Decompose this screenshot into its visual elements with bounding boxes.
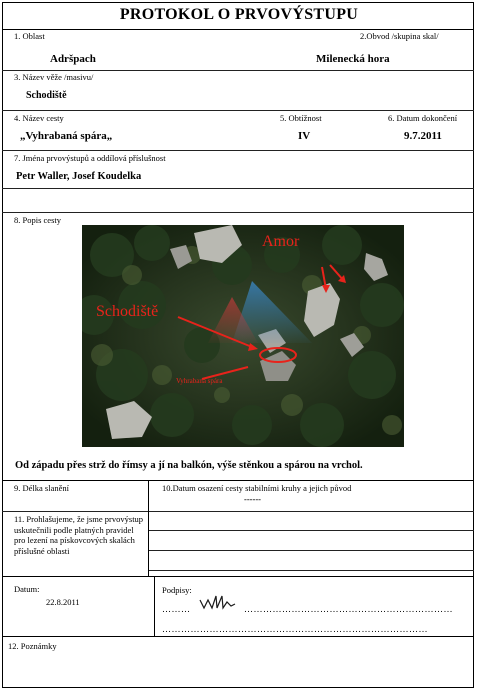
datum-dokonceni-label: 6. Datum dokončení (388, 113, 458, 123)
vez-label: 3. Název věže /masivu/ (14, 72, 94, 82)
signature-line-1: ……… (162, 604, 191, 614)
divider (2, 212, 474, 213)
route-photo (82, 225, 404, 447)
divider (154, 576, 155, 636)
popis-label: 8. Popis cesty (14, 215, 61, 225)
oblast-label: 1. Oblast (14, 31, 45, 41)
osazeni-value: ------ (244, 494, 261, 504)
divider (2, 150, 474, 151)
osazeni-label: 10.Datum osazení cesty stabilními kruhy a jejich původ (162, 483, 352, 493)
divider (148, 550, 474, 551)
prohlaseni-label: 11. Prohlašujeme, že jsme prvovýstup uskutečnili podle platných pravidel pro lezení na pískovcových skalách příslušné oblasti (14, 514, 144, 556)
datum-value: 22.8.2011 (46, 597, 80, 607)
signature-line-2: ………………………………………………………… (244, 604, 453, 614)
obtiznost-value: IV (298, 130, 311, 142)
signature-image (198, 592, 238, 612)
datum-label: Datum: (14, 584, 40, 594)
divider (148, 530, 474, 531)
obvod-label: 2.Obvod /skupina skal/ (360, 31, 439, 41)
oblast-value: Adršpach (50, 53, 96, 65)
photo-label-schodiste: Schodiště (96, 303, 159, 320)
divider (2, 110, 474, 111)
datum-dokonceni-value: 9.7.2011 (404, 130, 442, 142)
obtiznost-label: 5. Obtížnost (280, 113, 322, 123)
divider (2, 576, 474, 577)
route-photo-image (82, 225, 404, 447)
signature-line-3: ………………………………………………………………………… (162, 624, 428, 634)
divider (2, 511, 474, 512)
vez-value: Schodiště (26, 90, 67, 101)
divider (2, 188, 474, 189)
poznamky-label: 12. Poznámky (8, 641, 57, 651)
popis-text: Od západu přes strž do římsy a jí na balkón, výše stěnkou a spárou na vrchol. (15, 460, 363, 471)
photo-label-amor: Amor (262, 233, 300, 250)
slaneni-label: 9. Délka slanění (14, 483, 69, 493)
divider (148, 480, 149, 576)
jmena-value: Petr Waller, Josef Koudelka (16, 171, 142, 182)
obvod-value: Milenecká hora (316, 53, 390, 65)
podpisy-label: Podpisy: (162, 585, 192, 595)
divider (2, 480, 474, 481)
divider (2, 70, 474, 71)
divider (2, 29, 474, 30)
divider (2, 636, 474, 637)
photo-label-route: Vyhrabaná spára (176, 377, 223, 385)
divider (148, 570, 474, 571)
jmena-label: 7. Jména prvovýstupů a oddílová příslušnost (14, 153, 166, 163)
cesta-label: 4. Název cesty (14, 113, 64, 123)
cesta-value: „Vyhrabaná spára„ (20, 130, 113, 142)
page-title: PROTOKOL O PRVOVÝSTUPU (119, 6, 359, 23)
